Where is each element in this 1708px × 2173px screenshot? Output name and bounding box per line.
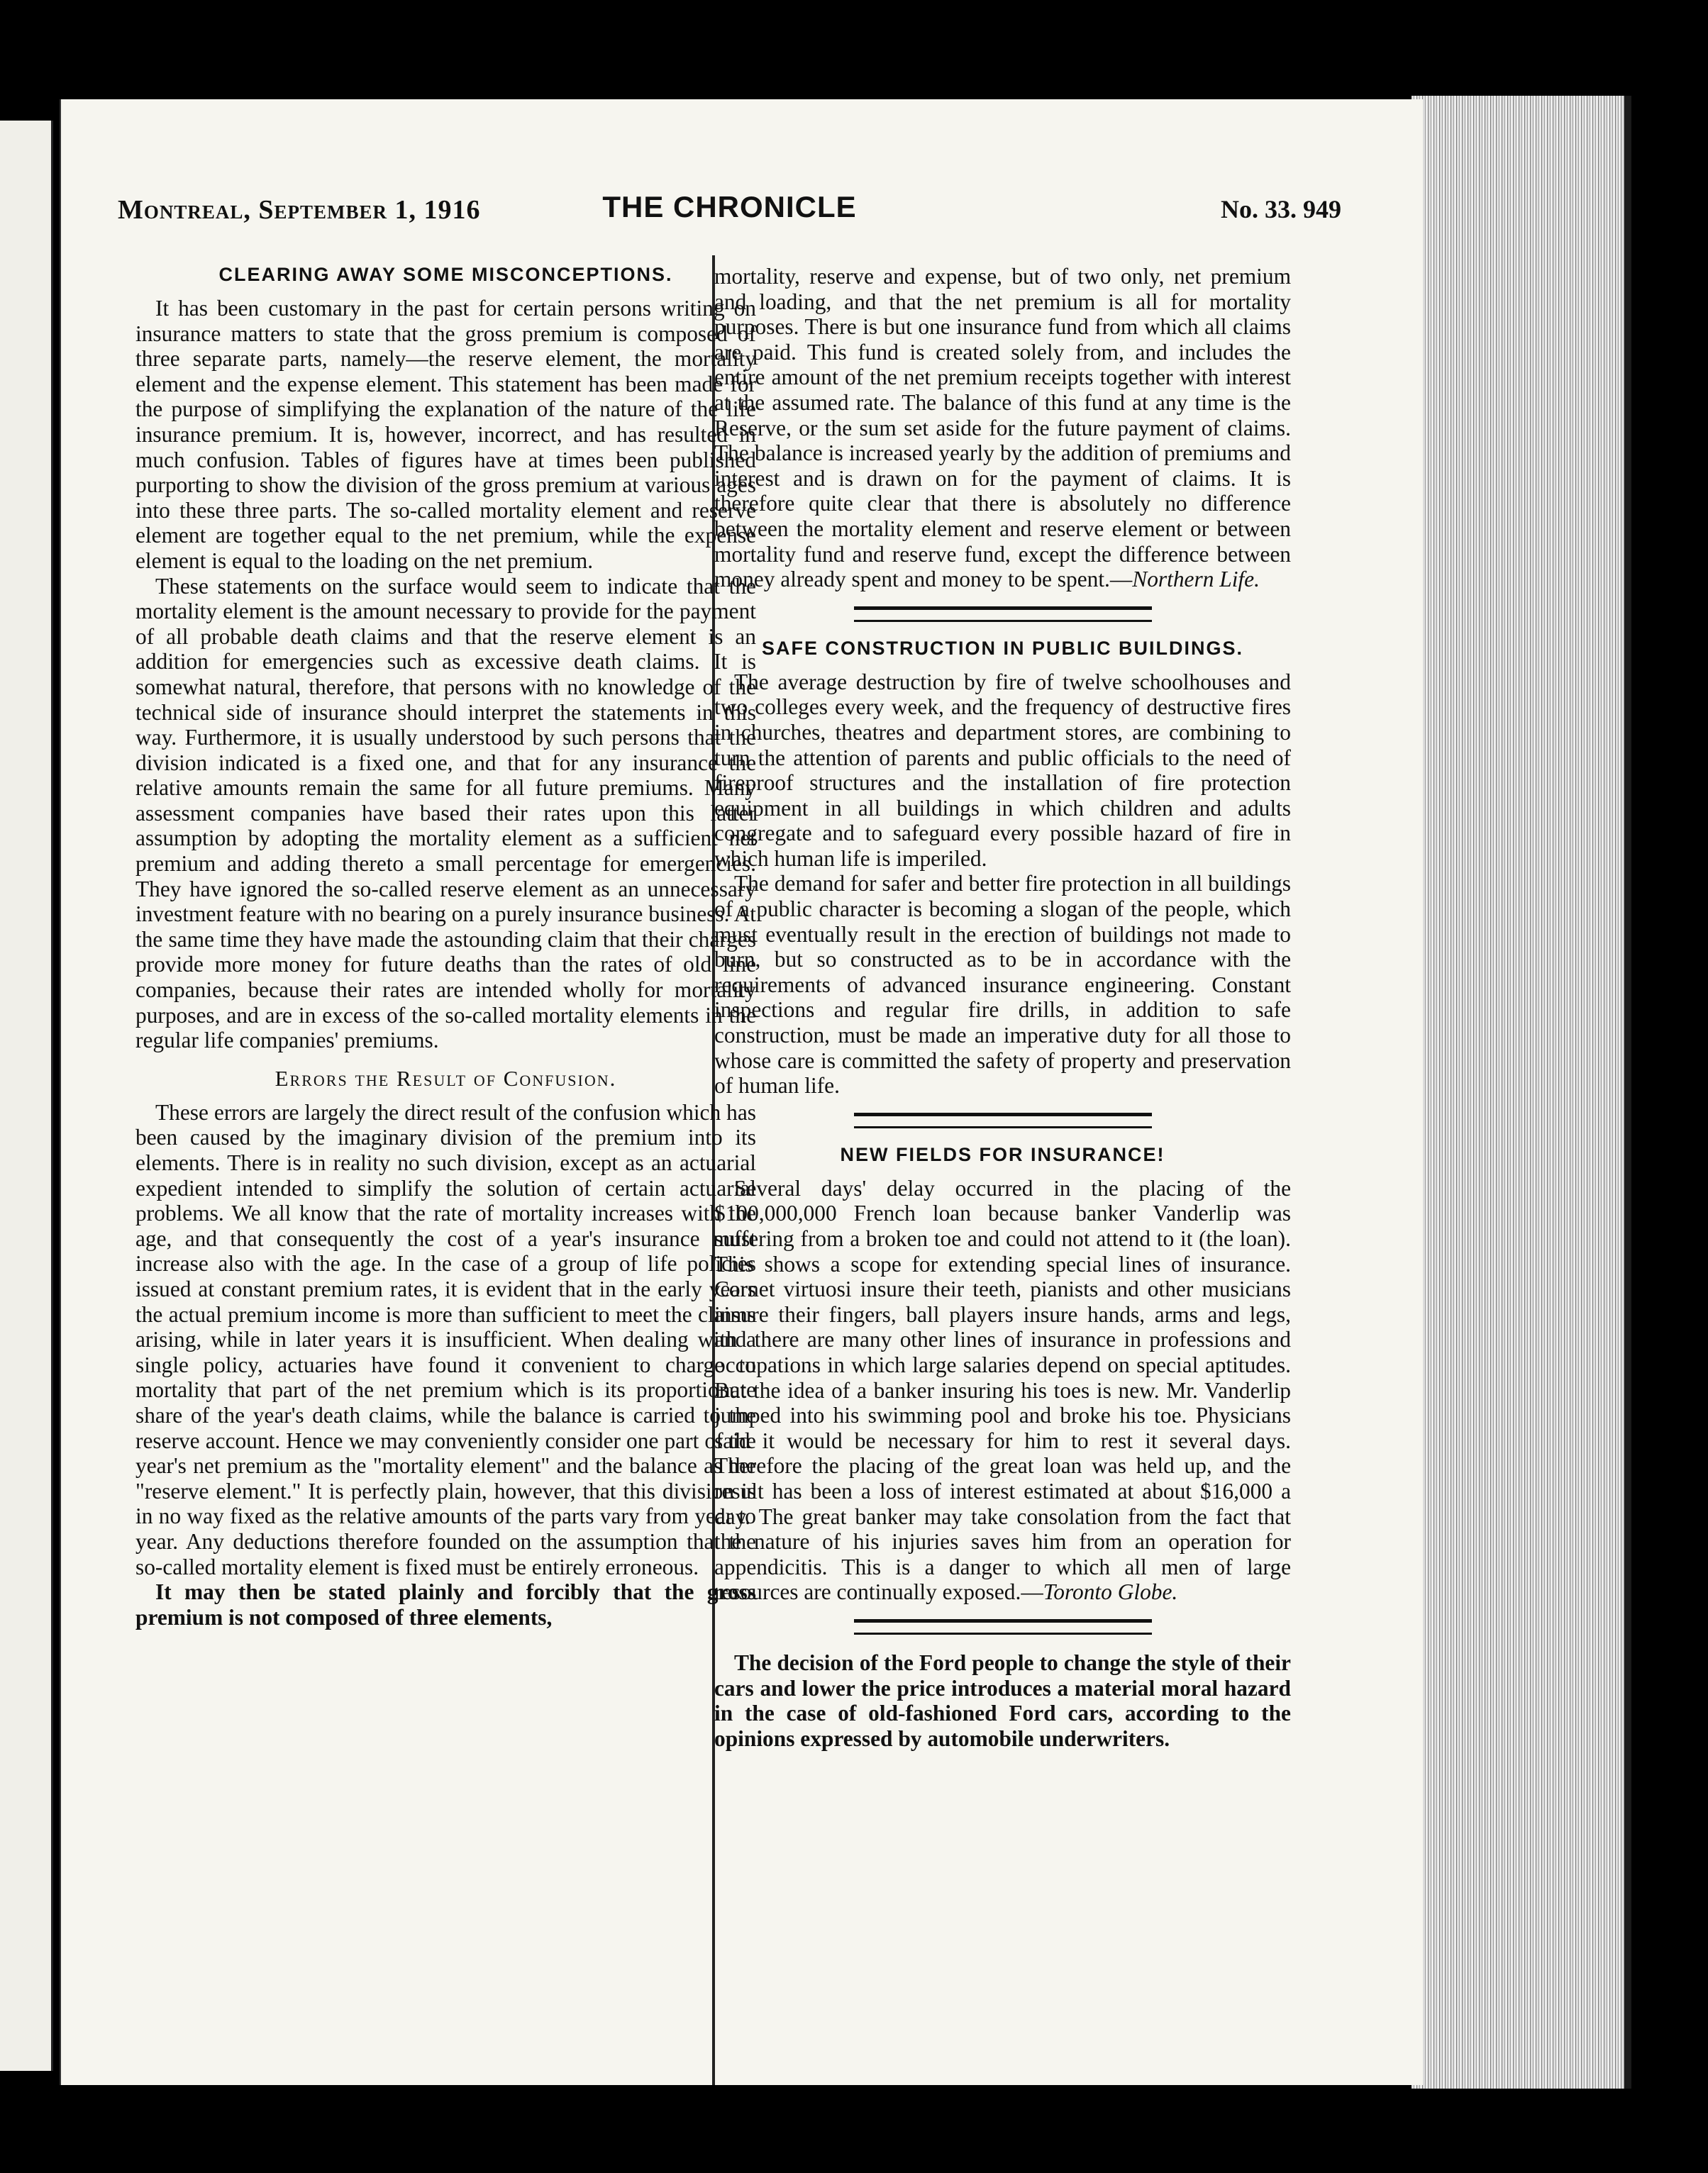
paragraph: It has been customary in the past for certain persons writing on insurance matters to state that the gross premium is composed of three separate parts, namely—the reserve element, the mortality element and the expense element. This statement has been made for the purpose of simplifying the explanation of the nature of the life insurance premium. It is, however, incorrect, and has resulted in much confusion. Tables of figures have at times been published purporting to show the division of the gross premium at various ages into these three parts. The so-called mortality element and reserve element are together equal to the net premium, while the expense element is equal to the loading on the net premium. — [135, 296, 756, 573]
source-credit: Northern Life. — [1132, 567, 1260, 592]
section-separator — [854, 1619, 1152, 1635]
header-title: THE CHRONICLE — [602, 190, 857, 223]
paragraph — [714, 1176, 1291, 1605]
page — [60, 99, 1423, 2085]
paragraph: The demand for safer and better fire protection in all buildings of a public character is becoming a slogan of the people, which must eventually result in the erection of buildings not made to burn, but so constructed as to be in accordance with the requirements of advanced insurance engineering. Constant inspections and regular fire drills, in addition to safe construction, must be made an imperative duty for all those to whose care is committed the safety of property and preservation of human life. — [714, 871, 1291, 1099]
paragraph: The average destruction by fire of twelve schoolhouses and two colleges every week, and the frequency of destructive fires in churches, theatres and department stores, are combining to turn the attention of parents and public officials to the need of fireproof structures and the installation of fire protection equipment in all buildings in which children and adults congregate and to safeguard every possible hazard of fire in which human life is imperiled. — [714, 669, 1291, 871]
paragraph-text: Several days' delay occurred in the placing of the $100,000,000 French loan because banker Vanderlip was suffering from a broken toe and could not attend to it (the loan). This shows a scope for extending special lines of insurance. Cornet virtuosi insure their teeth, pianists and other musicians insure their fingers, ball players insure hands, arms and legs, and there are many other lines of insurance in professions and occupations in which large salaries depend on special aptitudes. But the idea of a banker insuring his toes is new. Mr. Vanderlip jumped into his swimming pool and broke his toe. Physicians said it would be necessary for him to rest it several days. Therefore the placing of the great loan was held up, and the result has been a loss of interest estimated at about $16,000 a day. The great banker may take consolation from the fact that the nature of his injuries saves him from an operation for appendicitis. This is a danger to which all men of large resources are continually exposed.— — [714, 1175, 1291, 1605]
paragraph-continued — [714, 264, 1291, 592]
running-header — [118, 190, 1341, 230]
right-column — [714, 264, 1291, 1751]
header-issue-page: No. 33. 949 — [1221, 195, 1341, 223]
paragraph: These statements on the surface would seem to indicate that the mortality element is the amount necessary to provide for the payment of all probable death claims and that the reserve element is an addition for emergencies such as excessive death claims. It is somewhat natural, therefore, that persons with no knowledge of the technical side of insurance should interpret the statements in this way. Furthermore, it is usually understood by such persons that the division indicated is a fixed one, and that for any insurance the relative amounts remain the same for all future premiums. Many assessment companies have based their rates upon this latter assumption by adopting the mortality element as a sufficient net premium and adding thereto a small percentage for emergencies. They have ignored the so-called reserve element as an unnecessary investment feature with no bearing on a purely insurance business. At the same time they have made the astounding claim that their charges provide more money for future deaths than the rates of old line companies, because their rates are intended wholly for mortality purposes, and are in excess of the so-called mortality elements in the regular life companies' premiums. — [135, 573, 756, 1053]
article-title-safe-construction: SAFE CONSTRUCTION IN PUBLIC BUILDINGS. — [761, 637, 1243, 659]
section-separator — [854, 606, 1152, 622]
subheading-errors: Errors the Result of Confusion. — [274, 1065, 617, 1091]
left-column — [135, 264, 756, 1630]
article-title-new-fields: NEW FIELDS FOR INSURANCE! — [840, 1143, 1165, 1165]
book-page-edges — [1412, 96, 1631, 2089]
section-separator — [854, 1113, 1152, 1128]
paragraph-bold: It may then be stated plainly and forcibly that the gross premium is not composed of three elements, — [135, 1579, 756, 1630]
source-credit: Toronto Globe. — [1043, 1579, 1178, 1605]
paragraph: These errors are largely the direct result of the confusion which has been caused by the imaginary division of the premium into its elements. There is in reality no such division, except as an actuarial expedient intended to simplify the solution of certain actuarial problems. We all know that the rate of mortality increases with the age, and that consequently the cost of a year's insurance must increase also with the age. In the case of a group of life policies issued at constant premium rates, it is evident that in the early years the actual premium income is more than sufficient to meet the claims arising, while in later years it is insufficient. When dealing with a single policy, actuaries have found it convenient to charge to mortality that part of the net premium which is its proportionate share of the year's death claims, while the balance is carried to the reserve account. Hence we may conveniently consider one part of the year's net premium as the "mortality element" and the balance as the "reserve element." It is perfectly plain, however, that this division is in no way fixed as the relative amounts of the parts vary from year to year. Any deductions therefore founded on the assumption that the so-called mortality element is fixed must be entirely erroneous. — [135, 1099, 756, 1579]
article-title-misconceptions: CLEARING AWAY SOME MISCONCEPTIONS. — [218, 264, 673, 285]
previous-page-edge — [0, 121, 53, 2071]
header-date: Montreal, September 1, 1916 — [118, 195, 481, 225]
paragraph-text: mortality, reserve and expense, but of two only, net premium and loading, and that the net premium is all for mortality purposes. There is but one insurance fund from which all claims are paid. This fund is created solely from, and includes the entire amount of the net premium receipts together with interest at the assumed rate. The balance of this fund at any time is the Reserve, or the sum set aside for the future payment of claims. The balance is increased yearly by the addition of premiums and interest and is drawn on for the payment of claims. It is therefore quite clear that there is absolutely no difference between the mortality element and reserve element or between mortality fund and reserve fund, except the difference between money already spent and money to be spent.— — [714, 264, 1291, 592]
paragraph-bold: The decision of the Ford people to change the style of their cars and lower the price introduces a material moral hazard in the case of old-fashioned Ford cars, according to the opinions expressed by automobile underwriters. — [714, 1650, 1291, 1751]
